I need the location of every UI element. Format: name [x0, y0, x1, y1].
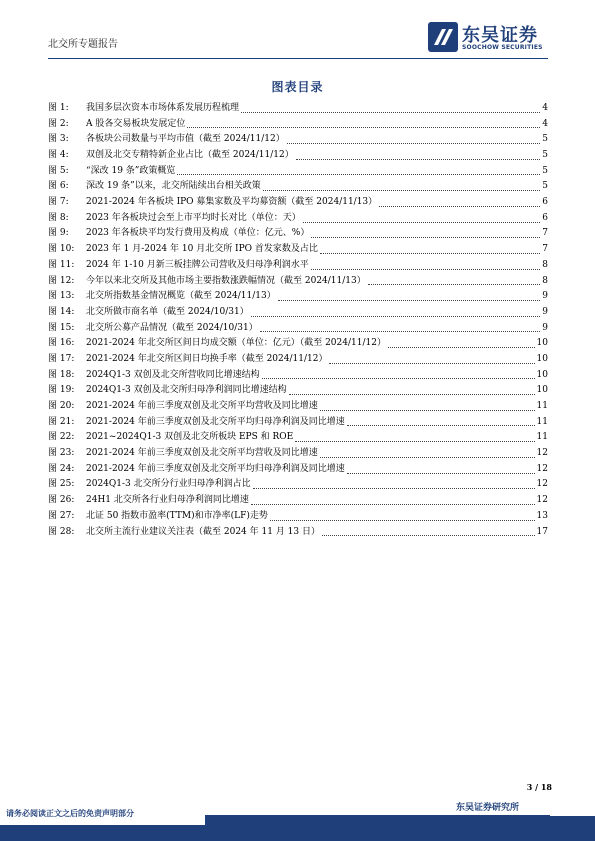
toc-entry-number: 图 17: [48, 353, 75, 364]
toc-entry-number: 图 13: [48, 291, 75, 302]
toc-entry-page: 17 [536, 526, 548, 537]
toc-entry[interactable] [48, 305, 548, 321]
toc-leader-dots [287, 143, 541, 144]
toc-entry-title: 2021-2024 年前三季度双创及北交所平均归母净利润及同比增速 [86, 463, 345, 474]
toc-entry[interactable] [48, 525, 548, 541]
toc-entry-number: 图 26: [48, 495, 75, 506]
toc-leader-dots [295, 441, 534, 442]
toc-entry-page: 13 [536, 510, 548, 521]
toc-entry-number: 图 5: [48, 165, 69, 176]
toc-leader-dots [379, 206, 540, 207]
toc-leader-dots [311, 269, 541, 270]
toc-entry-page: 11 [536, 401, 548, 412]
toc-entry[interactable] [48, 164, 548, 180]
toc-leader-dots [368, 284, 541, 285]
toc-leader-dots [347, 473, 535, 474]
toc-entry[interactable] [48, 430, 548, 446]
toc-entry-title: 2021-2024 年各板块 IPO 募集家数及平均募资额（截至 2024/11/13） [86, 197, 378, 208]
toc-entry[interactable] [48, 368, 548, 384]
toc-entry-title: 北交所做市商名单（截至 2024/10/31） [86, 306, 249, 317]
toc-entry-page: 10 [536, 369, 548, 380]
toc-entry-number: 图 15: [48, 322, 75, 333]
toc-entry-title: 2024Q1-3 北交所分行业归母净利润占比 [86, 479, 251, 490]
toc-entry-page: 5 [542, 165, 548, 176]
toc-entry-page: 11 [536, 432, 548, 443]
toc-entry-page: 12 [536, 479, 548, 490]
toc-entry-number: 图 4: [48, 150, 69, 161]
toc-entry[interactable] [48, 117, 548, 133]
toc-entry-page: 5 [542, 150, 548, 161]
toc-entry-title: 2021-2024 年前三季度双创及北交所平均营收及同比增速 [86, 401, 318, 412]
toc-entry-number: 图 8: [48, 212, 69, 223]
toc-entry-title: 2021-2024 年北交所区间日均成交额（单位：亿元）（截至 2024/11/12） [86, 338, 386, 349]
logo-english-name: SOOCHOW SECURITIES [462, 44, 543, 51]
toc-entry-number: 图 1: [48, 102, 69, 113]
toc-leader-dots [296, 159, 541, 160]
toc-entry[interactable] [48, 132, 548, 148]
toc-leader-dots [177, 174, 540, 175]
toc-entry-title: 2023 年 1 月-2024 年 10 月北交所 IPO 首发家数及占比 [86, 244, 318, 255]
toc-entry-title: “深改 19 条”政策概览 [86, 165, 176, 176]
toc-entry-number: 图 23: [48, 448, 75, 459]
toc-entry-title: 2023 年各板块平均发行费用及构成（单位：亿元、%） [86, 228, 310, 239]
toc-entry-title: 北交所指数基金情况概览（截至 2024/11/13） [86, 291, 276, 302]
toc-entry-page: 7 [542, 228, 548, 239]
toc-leader-dots [251, 316, 541, 317]
toc-entry-page: 9 [542, 306, 548, 317]
toc-entry[interactable] [48, 399, 548, 415]
toc-title: 图表目录 [271, 80, 324, 94]
research-institute-name: 东吴证券研究所 [456, 803, 520, 813]
toc-leader-dots [260, 331, 541, 332]
toc-entry-title: 各板块公司数量与平均市值（截至 2024/11/12） [86, 134, 285, 145]
toc-entry-number: 图 11: [48, 259, 75, 270]
toc-leader-dots [278, 300, 541, 301]
toc-leader-dots [251, 504, 535, 505]
toc-entry-page: 7 [542, 244, 548, 255]
toc-entry-number: 图 14: [48, 306, 75, 317]
toc-entry[interactable] [48, 227, 548, 243]
toc-entry-number: 图 16: [48, 338, 75, 349]
toc-entry-title: 2021~2024Q1-3 双创及北交所板块 EPS 和 ROE [86, 432, 294, 443]
toc-list [48, 101, 548, 540]
toc-entry-title: 北交所公募产品情况（截至 2024/10/31） [86, 322, 258, 333]
toc-entry[interactable] [48, 493, 548, 509]
toc-entry-number: 图 20: [48, 401, 75, 412]
toc-entry-page: 9 [542, 291, 548, 302]
toc-entry-title: 我国多层次资本市场体系发展历程梳理 [86, 102, 240, 113]
toc-entry-page: 12 [536, 463, 548, 474]
toc-entry-title: 双创及北交专精特新企业占比（截至 2024/11/12） [86, 150, 294, 161]
toc-entry-page: 5 [542, 181, 548, 192]
toc-entry-title: 今年以来北交所及其他市场主要指数涨跌幅情况（截至 2024/11/13） [86, 275, 366, 286]
toc-entry-page: 11 [536, 416, 548, 427]
toc-leader-dots [187, 127, 540, 128]
toc-leader-dots [303, 222, 540, 223]
toc-entry-title: 北交所主流行业建议关注表（截至 2024 年 11 月 13 日） [86, 526, 320, 537]
toc-entry[interactable] [48, 321, 548, 337]
toc-entry-number: 图 10: [48, 244, 75, 255]
toc-entry[interactable] [48, 211, 548, 227]
toc-entry-number: 图 21: [48, 416, 75, 427]
toc-leader-dots [329, 363, 534, 364]
toc-entry[interactable] [48, 446, 548, 462]
toc-entry-page: 4 [542, 102, 548, 113]
toc-entry[interactable] [48, 289, 548, 305]
toc-leader-dots [262, 378, 535, 379]
toc-entry-title: 北证 50 指数市盈率(TTM)和市净率(LF)走势 [86, 510, 268, 521]
toc-entry-number: 图 27: [48, 510, 75, 521]
toc-entry-page: 4 [542, 118, 548, 129]
header-divider [48, 58, 548, 59]
toc-entry-title: 深改 19 条”以来，北交所陆续出台相关政策 [86, 181, 261, 192]
page-header [0, 0, 595, 60]
toc-entry[interactable] [48, 415, 548, 431]
toc-entry-page: 10 [536, 353, 548, 364]
toc-entry[interactable] [48, 148, 548, 164]
toc-entry[interactable] [48, 101, 548, 117]
toc-leader-dots [253, 488, 535, 489]
toc-entry-page: 8 [542, 275, 548, 286]
toc-entry-title: 2024 年 1-10 月新三板挂牌公司营收及归母净利润水平 [86, 259, 309, 270]
toc-entry-page: 12 [536, 495, 548, 506]
toc-entry-number: 图 22: [48, 432, 75, 443]
toc-entry-page: 6 [542, 212, 548, 223]
disclaimer-notice: 请务必阅读正文之后的免责声明部分 [6, 808, 134, 818]
toc-entry-number: 图 24: [48, 463, 75, 474]
toc-leader-dots [347, 425, 535, 426]
toc-entry-title: 2021-2024 年北交所区间日均换手率（截至 2024/11/12） [86, 353, 328, 364]
toc-entry-number: 图 3: [48, 134, 69, 145]
toc-leader-dots [320, 410, 535, 411]
toc-leader-dots [241, 112, 540, 113]
toc-entry-title: 24H1 北交所各行业归母净利润同比增速 [86, 495, 249, 506]
toc-leader-dots [388, 347, 535, 348]
toc-entry[interactable] [48, 352, 548, 368]
toc-entry[interactable] [48, 258, 548, 274]
toc-entry-title: 2021-2024 年前三季度双创及北交所平均归母净利润及同比增速 [86, 416, 345, 427]
toc-entry[interactable] [48, 383, 548, 399]
toc-entry-number: 图 2: [48, 118, 69, 129]
toc-entry-number: 图 18: [48, 369, 75, 380]
toc-entry[interactable] [48, 195, 548, 211]
soochow-logo-icon [428, 22, 458, 52]
toc-entry-number: 图 7: [48, 197, 69, 208]
logo-chinese-name: 东吴证券 [462, 25, 538, 46]
toc-entry-number: 图 6: [48, 181, 69, 192]
toc-leader-dots [311, 237, 540, 238]
toc-leader-dots [289, 394, 535, 395]
toc-entry[interactable] [48, 478, 548, 494]
toc-entry-number: 图 12: [48, 275, 75, 286]
toc-leader-dots [322, 535, 535, 536]
toc-entry-title: 2021-2024 年前三季度双创及北交所平均营收及同比增速 [86, 448, 318, 459]
toc-entry-page: 10 [536, 338, 548, 349]
toc-entry[interactable] [48, 274, 548, 290]
toc-entry-title: 2024Q1-3 双创及北交所营收同比增速结构 [86, 369, 260, 380]
brand-logo [428, 22, 558, 54]
toc-entry-number: 图 19: [48, 385, 75, 396]
page-number: 3 / 18 [526, 782, 552, 792]
toc-entry-title: 2024Q1-3 双创及北交所归母净利润同比增速结构 [86, 385, 287, 396]
toc-entry[interactable] [48, 336, 548, 352]
toc-entry-page: 10 [536, 385, 548, 396]
toc-leader-dots [320, 253, 540, 254]
toc-entry-page: 8 [542, 259, 548, 270]
toc-entry-title: 2023 年各板块过会至上市平均时长对比（单位：天） [86, 212, 301, 223]
toc-leader-dots [270, 520, 535, 521]
toc-leader-dots [263, 190, 540, 191]
toc-entry-page: 5 [542, 134, 548, 145]
report-type-title: 北交所专题报告 [48, 39, 118, 50]
toc-entry-page: 12 [536, 448, 548, 459]
toc-entry[interactable] [48, 509, 548, 525]
toc-entry-page: 9 [542, 322, 548, 333]
toc-entry[interactable] [48, 242, 548, 258]
toc-entry[interactable] [48, 179, 548, 195]
footer-divider [205, 815, 550, 816]
toc-entry-number: 图 28: [48, 526, 75, 537]
toc-entry-number: 图 9: [48, 228, 69, 239]
toc-entry-number: 图 25: [48, 479, 75, 490]
toc-entry-page: 6 [542, 197, 548, 208]
toc-leader-dots [320, 457, 535, 458]
toc-entry[interactable] [48, 462, 548, 478]
toc-entry-title: A 股各交易板块发展定位 [86, 118, 186, 129]
